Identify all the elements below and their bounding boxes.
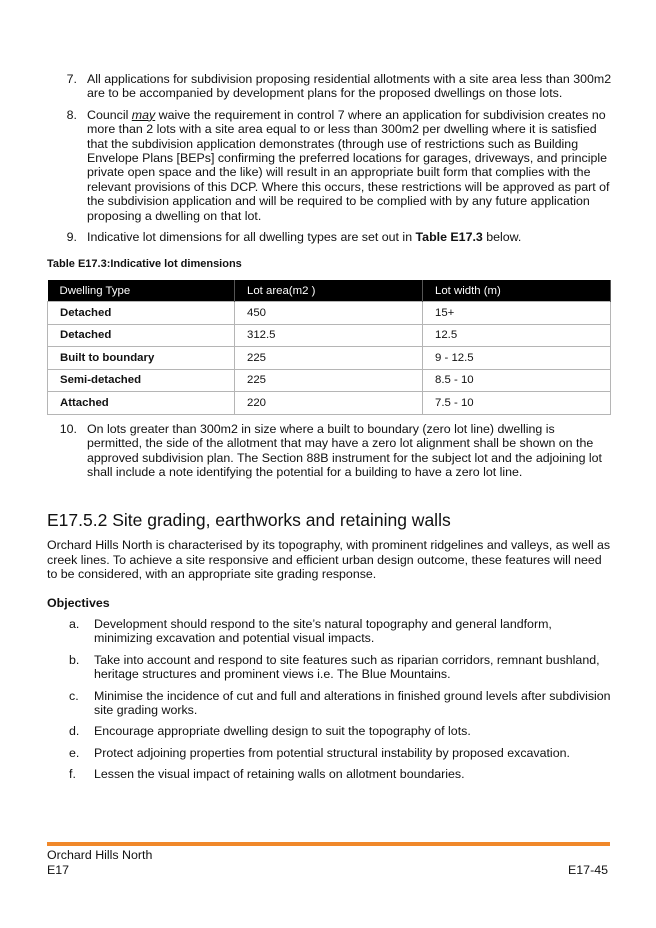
lot-dimensions-table <box>47 280 611 415</box>
list-text <box>87 230 521 244</box>
cell-lot-area: 450 <box>235 302 423 325</box>
list-number: 9. <box>66 230 77 245</box>
cell-lot-area: 225 <box>235 369 423 392</box>
list-text-post: waive the requirement in control 7 where an application for subdivision creates no more than 2 lots with a site area equal to or less than 300m2 per dwelling where it is satisfied that the subdivision application demonstrates (through use of restrictions such as Building Envelope Plans [BEPs] confirming the preferred locations for garages, driveways, and principle private open space and the like) will result in an appropriate built form that complies with the relevant provisions of this DCP. Where this occurs, these restrictions will be approved as part of the subdivision application and will be required to be complied with by any future application proposing a dwelling on that lot. <box>87 107 610 223</box>
list-text-pre: Indicative lot dimensions for all dwelling types are set out in <box>87 230 416 245</box>
footer-document-title: Orchard Hills North <box>47 848 153 862</box>
page-number: E17-45 <box>568 863 608 877</box>
objective-text: Development should respond to the site’s natural topography and general landform, minimizing excavation and potential visual impacts. <box>94 617 552 646</box>
objective-item <box>47 724 613 738</box>
cell-dwelling-type: Semi-detached <box>48 369 235 392</box>
list-number: 8. <box>66 107 77 122</box>
column-header: Dwelling Type <box>48 280 235 302</box>
objective-item <box>47 689 613 718</box>
cell-lot-area: 225 <box>235 347 423 370</box>
table-row <box>48 392 611 415</box>
cell-dwelling-type: Built to boundary <box>48 347 235 370</box>
list-text: On lots greater than 300m2 in size where a built to boundary (zero lot line) dwelling is permitted, the side of the allotment that may have a zero lot alignment shall be shown on the approved subdivision plan. The Section 88B instrument for the subject lot and the adjoining lot shall include a note identifying the potential for a building to have a zero lot line. <box>87 422 602 480</box>
objective-item <box>47 617 613 646</box>
objective-letter: c. <box>69 688 79 703</box>
column-header: Lot width (m) <box>423 280 611 302</box>
objective-item <box>47 767 613 781</box>
list-text <box>87 108 609 223</box>
objective-letter: d. <box>69 724 80 739</box>
table-header-row <box>48 280 611 302</box>
objectives-list <box>47 617 613 789</box>
column-header: Lot area(m2 ) <box>235 280 423 302</box>
objective-text: Take into account and respond to site features such as riparian corridors, remnant bushland, heritage structures and prominent views i.e. The Blue Mountains. <box>94 652 600 682</box>
footer-section-code: E17 <box>47 863 70 877</box>
footer-divider <box>47 842 610 846</box>
table-row <box>48 347 611 370</box>
table-row <box>48 324 611 347</box>
objective-text: Minimise the incidence of cut and full and alterations in finished ground levels after subdivision site grading works. <box>94 688 611 718</box>
list-item <box>47 422 613 480</box>
list-text-pre: Council <box>87 107 132 122</box>
objectives-heading: Objectives <box>47 596 110 610</box>
objective-text: Encourage appropriate dwelling design to suit the topography of lots. <box>94 724 471 739</box>
cell-dwelling-type: Attached <box>48 392 235 415</box>
list-item <box>47 230 613 244</box>
list-text: All applications for subdivision proposing residential allotments with a site area less than 300m2 are to be accompanied by development plans for the proposed dwellings on those lots. <box>87 72 612 101</box>
list-item <box>47 108 613 223</box>
table-reference: Table E17.3 <box>415 230 483 245</box>
objective-letter: a. <box>69 617 80 631</box>
table-caption: Table E17.3:Indicative lot dimensions <box>47 258 242 270</box>
cell-lot-width: 7.5 - 10 <box>423 392 611 415</box>
objective-item <box>47 653 613 682</box>
objective-letter: f. <box>69 767 76 782</box>
cell-dwelling-type: Detached <box>48 324 235 347</box>
table-row <box>48 369 611 392</box>
list-number: 10. <box>59 422 77 436</box>
list-number: 7. <box>66 72 77 86</box>
objective-text: Lessen the visual impact of retaining walls on allotment boundaries. <box>94 767 465 782</box>
cell-lot-area: 312.5 <box>235 324 423 347</box>
objective-letter: b. <box>69 652 80 667</box>
cell-lot-area: 220 <box>235 392 423 415</box>
list-text-post: below. <box>482 230 522 245</box>
objective-text: Protect adjoining properties from potential structural instability by proposed excavation. <box>94 745 570 760</box>
cell-lot-width: 12.5 <box>423 324 611 347</box>
objective-letter: e. <box>69 745 80 760</box>
section-intro: Orchard Hills North is characterised by its topography, with prominent ridgelines and valleys, as well as creek lines. To achieve a site responsive and efficient urban design outcome, these features will need to be considered, with an appropriate site grading response. <box>47 538 611 582</box>
emphasis-may: may <box>131 107 156 122</box>
controls-list-bottom <box>47 422 613 487</box>
cell-lot-width: 9 - 12.5 <box>423 347 611 370</box>
table-row <box>48 302 611 325</box>
objective-item <box>47 746 613 760</box>
list-item <box>47 72 613 101</box>
cell-dwelling-type: Detached <box>48 302 235 325</box>
section-heading: E17.5.2 Site grading, earthworks and retaining walls <box>47 510 451 530</box>
controls-list-top <box>47 72 613 251</box>
cell-lot-width: 15+ <box>423 302 611 325</box>
cell-lot-width: 8.5 - 10 <box>423 369 611 392</box>
